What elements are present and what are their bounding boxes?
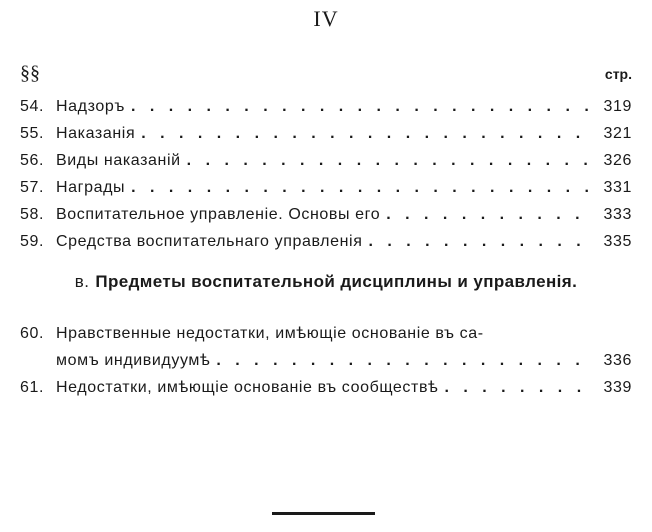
entry-title: Награды xyxy=(56,179,126,196)
toc-entry xyxy=(20,374,632,401)
entry-title-line2: момъ индивидуумѣ xyxy=(56,352,211,369)
toc-list xyxy=(20,93,632,255)
entry-number: 57. xyxy=(20,179,45,196)
dot-leader xyxy=(187,147,588,174)
page-number: IV xyxy=(313,6,339,31)
section-mark-header: §§ xyxy=(20,62,40,84)
toc-entry xyxy=(20,174,632,201)
entry-number: 60. xyxy=(20,325,45,342)
entry-number: 54. xyxy=(20,98,45,115)
dot-leader xyxy=(131,174,588,201)
entry-title: Воспитательное управленіе. Основы его xyxy=(56,206,381,223)
toc-list xyxy=(20,320,632,401)
toc-entry xyxy=(20,201,632,228)
dot-leader xyxy=(386,201,588,228)
entry-page: 331 xyxy=(603,179,632,196)
dot-leader xyxy=(444,374,588,401)
toc-entry xyxy=(20,320,632,374)
entry-page: 336 xyxy=(603,352,632,369)
toc-entry xyxy=(20,147,632,174)
section-letter: в. xyxy=(74,272,90,291)
section-heading xyxy=(0,272,652,292)
entry-number: 55. xyxy=(20,125,45,142)
entry-page: 335 xyxy=(603,233,632,250)
entry-page: 319 xyxy=(603,98,632,115)
section-title: Предметы воспитательной дисциплины и управленія. xyxy=(95,272,578,291)
entry-page: 321 xyxy=(603,125,632,142)
entry-title: Надзоръ xyxy=(56,98,125,115)
entry-page: 339 xyxy=(603,379,632,396)
entry-page: 333 xyxy=(603,206,632,223)
entry-page: 326 xyxy=(603,152,632,169)
dot-leader xyxy=(131,93,588,120)
toc-entry xyxy=(20,120,632,147)
entry-number: 58. xyxy=(20,206,45,223)
entry-number: 61. xyxy=(20,379,45,396)
toc-entry xyxy=(20,93,632,120)
dot-leader xyxy=(141,120,588,147)
closing-rule xyxy=(272,512,375,515)
entry-title: Наказанія xyxy=(56,125,136,142)
entry-number: 56. xyxy=(20,152,45,169)
entry-title: Недостатки, имѣющіе основаніе въ сообществѣ xyxy=(56,379,439,396)
page-column-header: стр. xyxy=(604,66,632,82)
entry-title: Виды наказаній xyxy=(56,152,181,169)
entry-title: Средства воспитательнаго управленія xyxy=(56,233,363,250)
dot-leader xyxy=(216,347,588,374)
dot-leader xyxy=(368,228,588,255)
entry-title-line1: Нравственные недостатки, имѣющіе основаніе въ са- xyxy=(56,325,484,342)
entry-number: 59. xyxy=(20,233,45,250)
toc-entry xyxy=(20,228,632,255)
